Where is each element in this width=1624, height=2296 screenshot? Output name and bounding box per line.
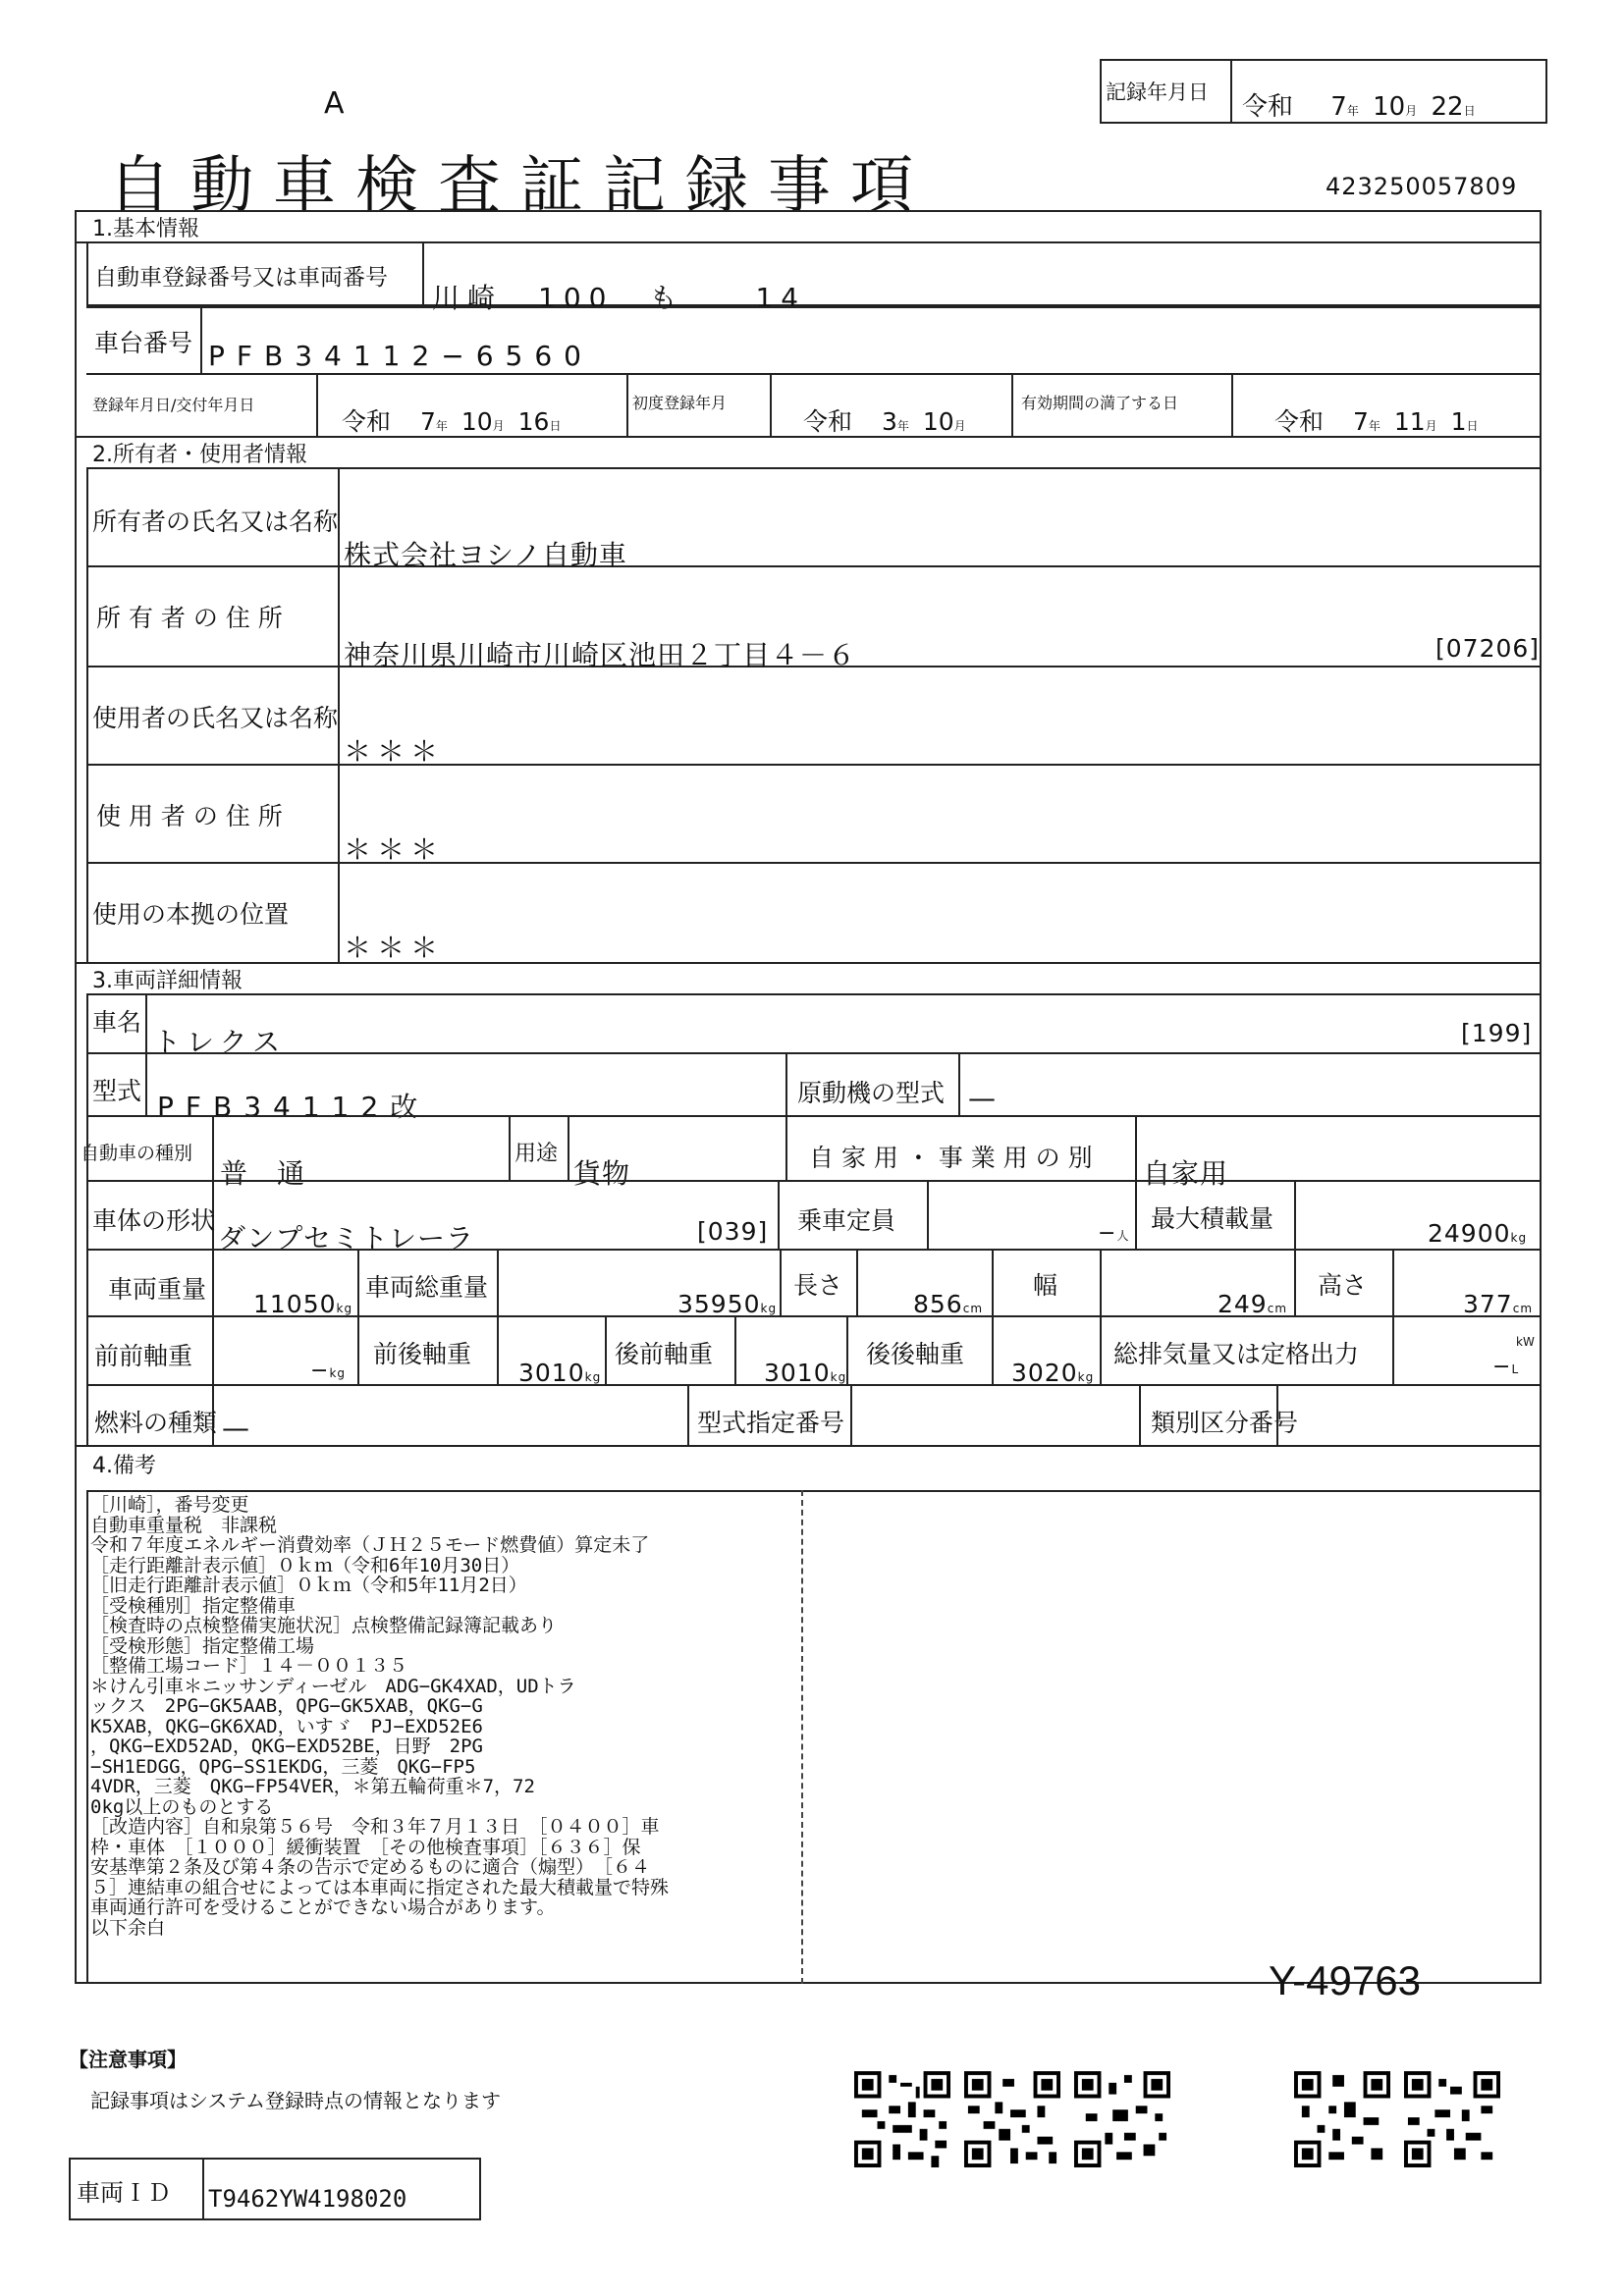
gross-label: 車両総重量 (365, 1273, 489, 1302)
maxload-value: 24900kg (1428, 1219, 1528, 1248)
ff-value: −kg (310, 1359, 347, 1383)
user-addr-label: 使 用 者 の 住 所 (96, 802, 283, 830)
gross-value: 35950kg (677, 1290, 778, 1318)
height-value: 377cm (1463, 1290, 1534, 1318)
chassis-value: PFB34112−6560 (208, 340, 593, 372)
remark-line: ［旧走行距離計表示値］０ｋｍ（令和5年11月2日） (90, 1575, 527, 1596)
remarks-text (90, 1495, 805, 1938)
remark-line: 0kg以上のものとする (90, 1796, 274, 1817)
maxload-label: 最大積載量 (1151, 1204, 1274, 1233)
body-code: [039] (697, 1217, 769, 1246)
remark-line: ［走行距離計表示値］０ｋｍ（令和6年10月30日） (90, 1555, 520, 1575)
width-value: 249cm (1218, 1290, 1288, 1318)
ff-label: 前前軸重 (94, 1342, 193, 1370)
rf-value: 3010kg (764, 1359, 847, 1387)
remark-line: ［受検形態］指定整備工場 (90, 1635, 315, 1656)
remark-line: ［検査時の点検整備実施状況］点検整備記録簿記載あり (90, 1616, 558, 1636)
expiry-value: 令和 7年 11月 1日 (1274, 407, 1479, 436)
remark-line: ［川崎］，番号変更 (90, 1495, 249, 1516)
vehicle-model: PFB34112改 (157, 1091, 430, 1123)
remark-line: ［整備工場コード］１４－００１３５ (90, 1656, 408, 1677)
vehicle-id-value: T9462YW4198020 (208, 2185, 407, 2213)
typedesig-label: 型式指定番号 (697, 1409, 845, 1437)
remark-line: 以下余白 (90, 1917, 166, 1938)
length-value: 856cm (913, 1290, 984, 1318)
remark-line: ［改造内容］自和泉第５６号 令和３年７月１３日 ［０４００］車 (90, 1817, 660, 1838)
stamp-number: Y-49763 (1269, 1957, 1421, 2003)
qr-code-icon (854, 2071, 950, 2167)
use-value: 貨物 (573, 1157, 631, 1190)
vehicle-name: トレクス (153, 1026, 287, 1058)
rf-label: 後前軸重 (615, 1340, 714, 1368)
notice-text: 記録事項はシステム登録時点の情報となります (90, 2089, 501, 2112)
name-label: 車名 (92, 1008, 142, 1037)
kind-label: 自動車の種別 (81, 1143, 193, 1164)
body-label: 車体の形状 (92, 1206, 216, 1235)
fuel-value: — (222, 1412, 250, 1444)
vehicle-name-code: [199] (1461, 1019, 1533, 1047)
weight-value: 11050kg (253, 1290, 353, 1318)
height-label: 高さ (1318, 1271, 1368, 1300)
owner-name-label: 所有者の氏名又は名称 (92, 507, 339, 536)
remark-line: 安基準第２条及び第４条の告示で定めるものに適合（煽型） ［６４ (90, 1857, 651, 1878)
remark-line: ，QKG−EXD52AD，QKG−EXD52BE，日野 2PG (90, 1736, 483, 1757)
length-label: 長さ (793, 1271, 843, 1300)
doc-number: 423250057809 (1326, 173, 1518, 200)
rr-value: 3020kg (1011, 1359, 1095, 1387)
rr-label: 後後軸重 (866, 1340, 965, 1368)
fuel-label: 燃料の種類 (94, 1409, 218, 1437)
use-label: 用途 (514, 1142, 559, 1166)
disp-value: −L (1492, 1355, 1520, 1379)
engine-label: 原動機の型式 (797, 1079, 946, 1107)
page-title: 自動車検査証記録事項 (108, 150, 933, 223)
remark-line: ５］連結車の組合せによっては本車両に指定された最大積載量で特殊 (90, 1877, 670, 1897)
user-addr: ＊＊＊ (344, 833, 445, 866)
model-label: 型式 (92, 1077, 142, 1105)
vehicle-id-label: 車両ＩＤ (77, 2179, 171, 2207)
remark-line: ＊けん引車＊ニッサンディーゼル ADG−GK4XAD，UDトラ (90, 1676, 576, 1696)
classno-label: 類別区分番号 (1151, 1409, 1299, 1437)
qr-code-icon (964, 2071, 1060, 2167)
disp-kw-unit: kW (1516, 1335, 1535, 1349)
remark-line: 車両通行許可を受けることができない場合があります。 (90, 1897, 556, 1918)
base-label: 使用の本拠の位置 (92, 900, 290, 929)
kind-value: 普 通 (220, 1157, 306, 1190)
remark-line: K5XAB，QKG−GK6XAD，いすゞ PJ−EXD52E6 (90, 1716, 483, 1736)
qr-code-icon (1404, 2071, 1500, 2167)
section-vehicle: 3.車両詳細情報 (92, 969, 243, 993)
private-label: 自 家 用 ・ 事 業 用 の 別 (809, 1144, 1093, 1172)
owner-name: 株式会社ヨシノ自動車 (344, 539, 627, 571)
expiry-label: 有効期間の満了する日 (1021, 394, 1179, 412)
regdate-value: 令和 7年 10月 16日 (342, 407, 562, 436)
remark-line: ［受検種別］指定整備車 (90, 1595, 297, 1616)
qr-code-icon (1294, 2071, 1390, 2167)
remark-line: −SH1EDGG，QPG−SS1EKDG，三菱 QKG−FP5 (90, 1756, 476, 1777)
user-name: ＊＊＊ (344, 735, 445, 768)
section-basic: 1.基本情報 (92, 217, 199, 241)
body-value: ダンプセミトレーラ (218, 1222, 475, 1255)
private-value: 自家用 (1143, 1157, 1229, 1190)
weight-label: 車両重量 (108, 1275, 207, 1304)
owner-addr: 神奈川県川崎市川崎区池田２丁目４－６ (344, 639, 857, 671)
mark-a: A (324, 86, 345, 121)
reg-value: 川崎 100 も 14 (432, 282, 807, 314)
fr-label: 前後軸重 (373, 1340, 472, 1368)
chassis-label: 車台番号 (94, 329, 193, 357)
engine-value: — (968, 1082, 997, 1114)
qr-code-icon (1074, 2071, 1170, 2167)
firstreg-label: 初度登録年月 (632, 394, 728, 412)
notice-label: 【注意事項】 (69, 2048, 187, 2071)
user-name-label: 使用者の氏名又は名称 (92, 704, 339, 732)
capacity-label: 乗車定員 (797, 1206, 896, 1235)
width-label: 幅 (1033, 1271, 1058, 1300)
record-date-label: 記録年月日 (1106, 80, 1209, 104)
firstreg-value: 令和 3年 10月 (803, 407, 966, 436)
remark-line: 4VDR，三菱 QKG−FP54VER，＊第五輪荷重＊7，72 (90, 1777, 535, 1797)
regdate-label: 登録年月日/交付年月日 (92, 396, 255, 414)
disp-label: 総排気量又は定格出力 (1113, 1340, 1360, 1368)
capacity-value: −人 (1098, 1221, 1130, 1246)
record-date-value: 令和 7年 10月 22日 (1242, 92, 1476, 122)
section-remarks: 4.備考 (92, 1454, 156, 1478)
fr-value: 3010kg (518, 1359, 602, 1387)
remark-line: 枠・車体 ［１０００］緩衝装置 ［その他検査事項］［６３６］保 (90, 1837, 641, 1857)
section-owner: 2.所有者・使用者情報 (92, 443, 307, 467)
owner-addr-label: 所 有 者 の 住 所 (96, 604, 283, 632)
remark-line: 令和７年度エネルギー消費効率（ＪＨ２５モード燃費値）算定未了 (90, 1535, 650, 1556)
base: ＊＊＊ (344, 932, 445, 964)
reg-label: 自動車登録番号又は車両番号 (94, 265, 388, 291)
owner-addr-code: [07206] (1435, 634, 1541, 663)
remark-line: 自動車重量税 非課税 (90, 1515, 278, 1535)
remark-line: ックス 2PG−GK5AAB，QPG−GK5XAB，QKG−G (90, 1696, 483, 1717)
